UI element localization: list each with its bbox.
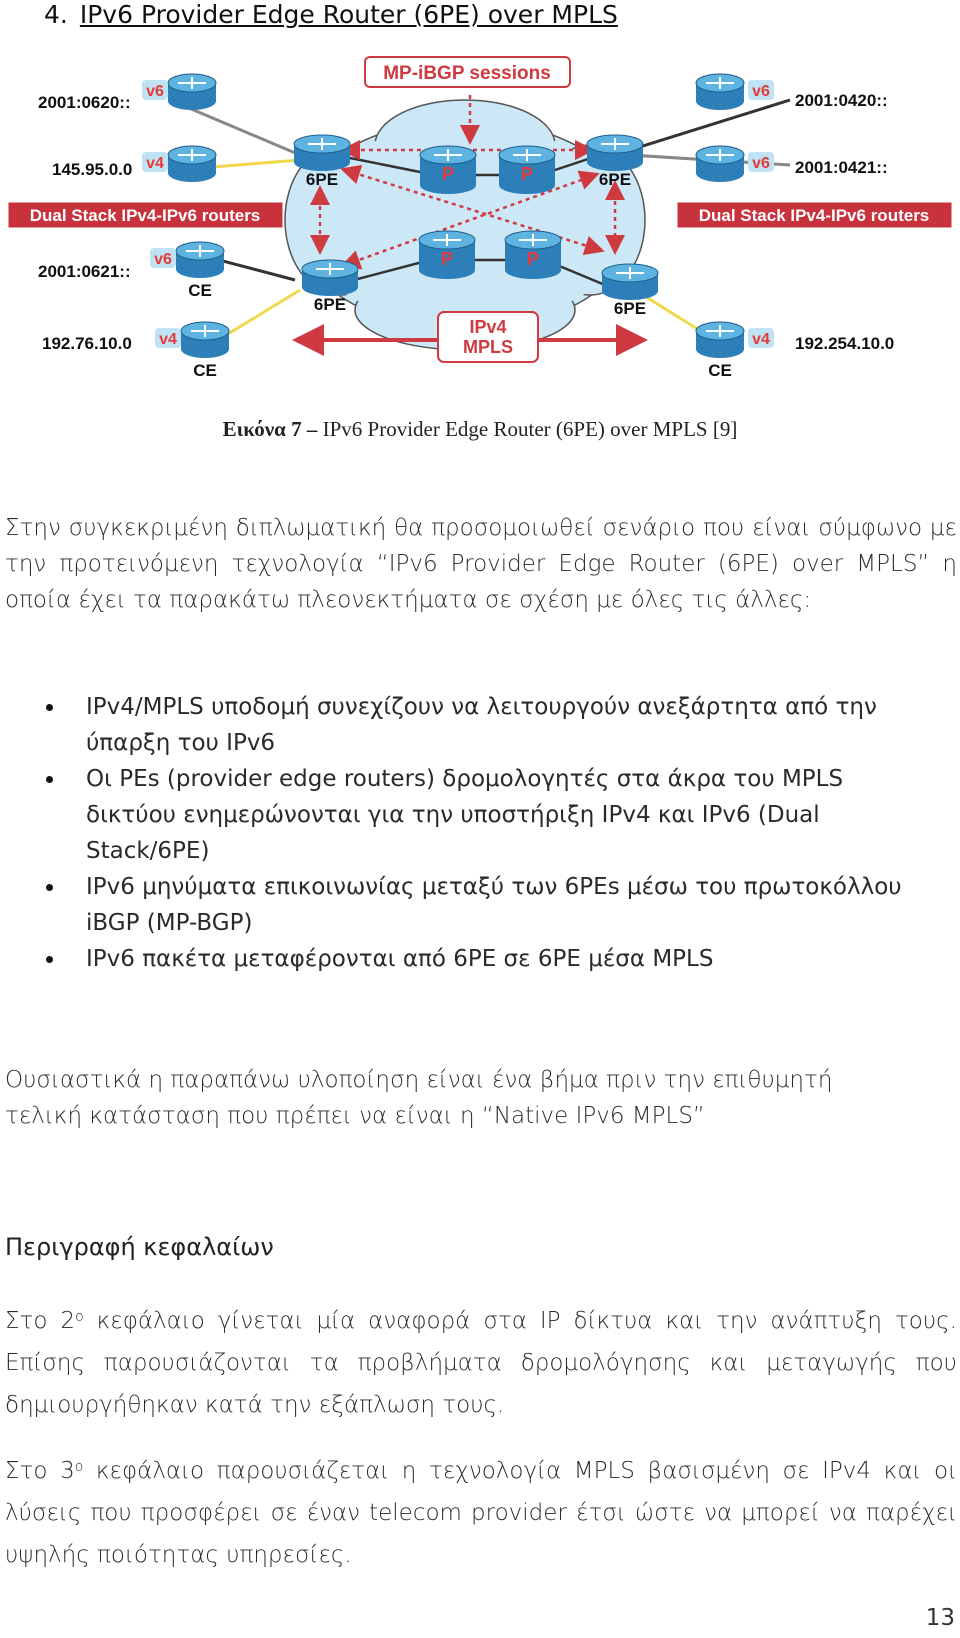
list-item: IPv6 πακέτα μεταφέρονται από 6PE σε 6PE μέσα MPLS xyxy=(40,941,940,977)
bullet-icon xyxy=(46,776,53,783)
svg-text:P: P xyxy=(520,164,534,184)
svg-text:CE: CE xyxy=(708,361,732,380)
svg-text:v4: v4 xyxy=(146,155,164,172)
bullet-icon xyxy=(46,884,53,891)
svg-text:v6: v6 xyxy=(752,83,770,100)
ce-router-icon xyxy=(696,74,774,110)
ipv4-mpls-label xyxy=(438,312,538,362)
page-number: 13 xyxy=(925,1605,955,1631)
addr-2001-0621: 2001:0621:: xyxy=(38,262,131,281)
svg-text:v6: v6 xyxy=(146,83,164,100)
caption-text: IPv6 Provider Edge Router (6PE) over MPLS [9] xyxy=(322,417,738,441)
svg-text:P: P xyxy=(440,249,454,269)
left-banner xyxy=(8,202,283,228)
bullet-icon xyxy=(46,704,53,711)
svg-text:v6: v6 xyxy=(752,155,770,172)
svg-text:Dual Stack IPv4-IPv6 routers: Dual Stack IPv4-IPv6 routers xyxy=(29,206,261,225)
addr-145-95: 145.95.0.0 xyxy=(52,160,133,179)
svg-text:P: P xyxy=(526,249,540,269)
svg-text:v4: v4 xyxy=(159,331,177,348)
addr-2001-0420: 2001:0420:: xyxy=(795,91,888,110)
pe-router-icon xyxy=(302,260,358,314)
chapter-3-paragraph: Στο $3^o$ κεφάλαιο παρουσιάζεται η τεχνολογία MPLS βασισμένη σε IPv4 και οι λύσεις που προσφέρει σε έναν telecom provider έτσι ώστε να μπορεί να παρέχει υψηλής ποιότητας υπηρεσίες. xyxy=(5,1458,957,1568)
svg-text:MP-iBGP sessions: MP-iBGP sessions xyxy=(383,63,551,84)
svg-text:Dual Stack IPv4-IPv6 routers: Dual Stack IPv4-IPv6 routers xyxy=(698,206,930,225)
p-router-icon xyxy=(505,231,561,279)
caption-prefix: Εικόνα 7 – xyxy=(222,417,318,441)
section-heading xyxy=(44,0,618,30)
list-item: IPv6 μηνύματα επικοινωνίας μεταξύ των 6PEs μέσω του πρωτοκόλλου iBGP (MP-BGP) xyxy=(40,869,940,941)
addr-2001-0620: 2001:0620:: xyxy=(38,93,131,112)
section-title: Περιγραφή κεφαλαίων xyxy=(5,1233,274,1261)
svg-text:6PE: 6PE xyxy=(613,299,647,318)
p-router-icon xyxy=(499,146,555,194)
pe-router-icon xyxy=(602,264,658,318)
svg-text:IPv4MPLS: IPv4 MPLS xyxy=(462,317,514,357)
summary-paragraph: Ουσιαστικά η παραπάνω υλοποίηση είναι ένα βήμα πριν την επιθυμητή τελική κατάσταση που πρέπει να είναι η “Native IPv6 MPLS” xyxy=(5,1067,833,1129)
list-item: IPv4/MPLS υποδομή συνεχίζουν να λειτουργούν ανεξάρτητα από την ύπαρξη του IPv6 xyxy=(40,689,940,761)
heading-number: 4. xyxy=(44,0,68,29)
figure-caption xyxy=(0,417,960,442)
right-banner xyxy=(677,202,952,228)
svg-text:P: P xyxy=(441,164,455,184)
intro-paragraph: Στην συγκεκριμένη διπλωματική θα προσομοιωθεί σενάριο που είναι σύμφωνο με την προτεινόμενη τεχνολογία “IPv6 Provider Edge Router (6PE) over MPLS” η οποία έχει τα παρακάτω πλεονεκτήματα σε σχέση με όλες τις άλλες: xyxy=(5,515,957,613)
addr-2001-0421: 2001:0421:: xyxy=(795,158,888,177)
ce-router-icon xyxy=(142,146,216,182)
svg-text:v6: v6 xyxy=(154,251,172,268)
list-item: Οι PEs (provider edge routers) δρομολογητές στα άκρα του MPLS δικτύου ενημερώνονται για την υποστήριξη IPv4 και IPv6 (Dual Stack/6PE) xyxy=(40,761,940,869)
svg-text:6PE: 6PE xyxy=(305,170,339,189)
ce-router-icon xyxy=(150,242,224,300)
svg-text:v4: v4 xyxy=(752,331,770,348)
svg-text:6PE: 6PE xyxy=(313,295,347,314)
p-router-icon xyxy=(420,146,476,194)
svg-text:CE: CE xyxy=(188,281,212,300)
network-diagram xyxy=(0,50,960,410)
ce-router-icon xyxy=(696,322,774,380)
chapter-2-paragraph: Στο $2^o$ κεφάλαιο γίνεται μία αναφορά στα IP δίκτυα και την ανάπτυξη τους. Επίσης παρουσιάζονται τα προβλήματα δρομολόγησης και μεταγωγής που δημιουργήθηκαν κατά την εξάπλωση τους. xyxy=(5,1308,957,1418)
addr-192-76: 192.76.10.0 xyxy=(42,334,132,353)
bullet-icon xyxy=(46,956,53,963)
ce-router-icon xyxy=(142,74,216,110)
svg-text:CE: CE xyxy=(193,361,217,380)
svg-text:6PE: 6PE xyxy=(598,170,632,189)
mp-ibgp-label xyxy=(365,57,570,87)
p-router-icon xyxy=(419,231,475,279)
ce-router-icon xyxy=(155,322,229,380)
addr-192-254: 192.254.10.0 xyxy=(795,334,895,353)
ce-router-icon xyxy=(696,146,774,182)
heading-title: IPv6 Provider Edge Router (6PE) over MPLS xyxy=(79,0,618,29)
advantages-list xyxy=(40,689,940,977)
